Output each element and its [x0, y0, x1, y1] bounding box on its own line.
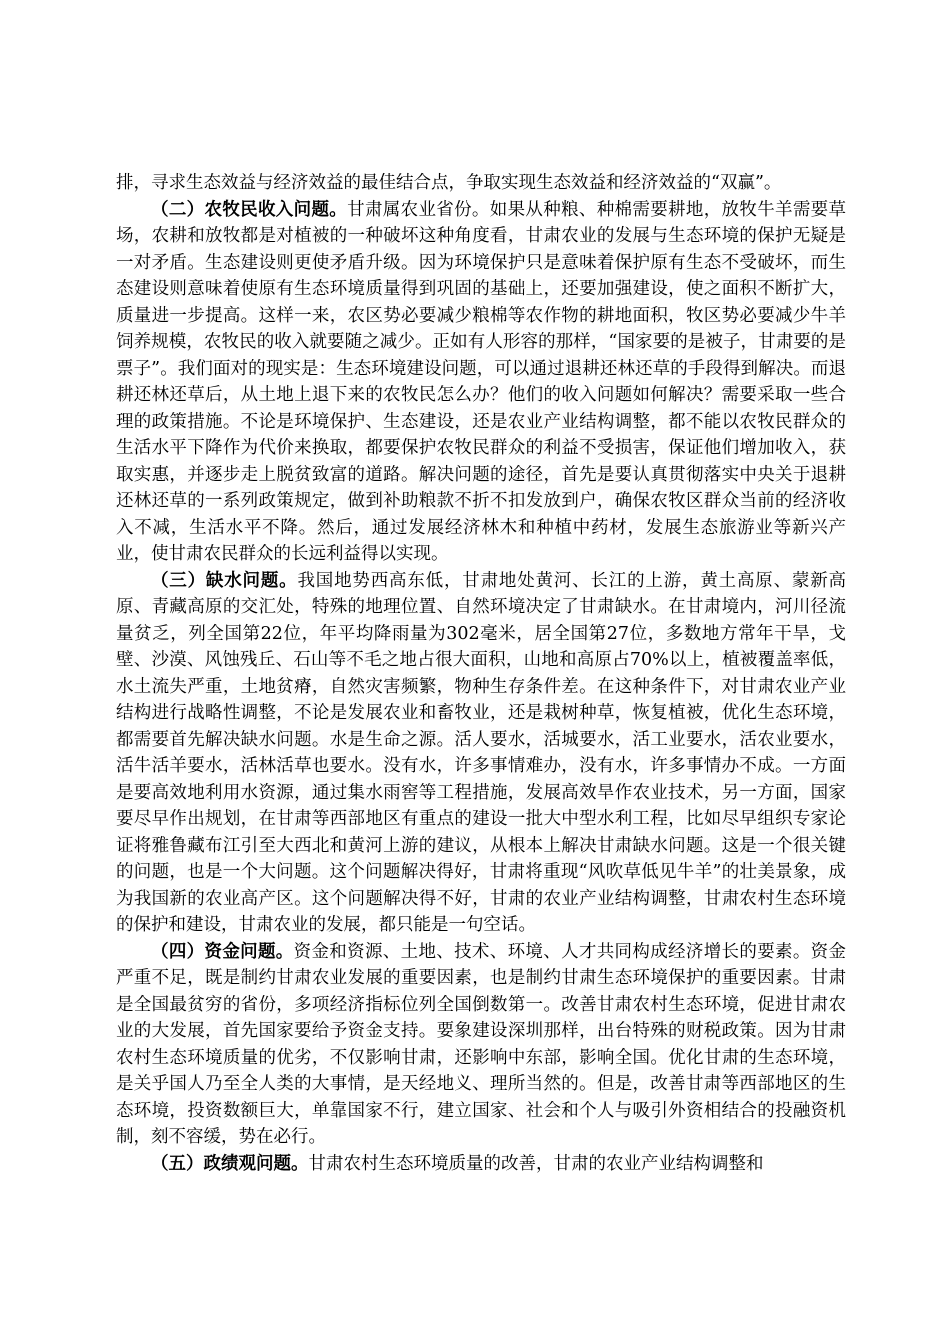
- paragraph-text: 排，寻求生态效益与经济效益的最佳结合点，争取实现生态效益和经济效益的“双赢”。: [116, 173, 782, 193]
- paragraph-water-shortage: [116, 568, 846, 939]
- paragraph-performance-view: [116, 1151, 846, 1178]
- paragraph-text: 我国地势西高东低，甘肃地处黄河、长江的上游，黄土高原、蒙新高原、青藏高原的交汇处，特殊的地理位置、自然环境决定了甘肃缺水。在甘肃境内，河川径流量贫乏，列全国第22位，年平均降雨量为302毫米，居全国第27位，多数地方常年干旱，戈壁、沙漠、风蚀残丘、石山等不毛之地占很大面积，山地和高原占70%以上，植被覆盖率低，水土流失严重，土地贫瘠，自然灾害频繁，物种生存条件差。在这种条件下，对甘肃农业产业结构进行战略性调整，不论是发展农业和畜牧业，还是栽树种草，恢复植被，优化生态环境，都需要首先解决缺水问题。水是生命之源。活人要水，活城要水，活工业要水，活农业要水，活牛活羊要水，活林活草也要水。没有水，许多事情难办，没有水，许多事情办不成。一方面是要高效地利用水资源，通过集水雨窖等工程措施，发展高效旱作农业技术，另一方面，国家要尽早作出规划，在甘肃等西部地区有重点的建设一批大中型水利工程，比如尽早组织专家论证将雅鲁藏布江引至大西北和黄河上游的建议，从根本上解决甘肃缺水问题。这是一个很关键的问题，也是一个大问题。这个问题解决得好，甘肃将重现“风吹草低见牛羊”的壮美景象，成为我国新的农业高产区。这个问题解决得不好，甘肃的农业产业结构调整，甘肃农村生态环境的保护和建设，甘肃农业的发展，都只能是一句空话。: [116, 570, 847, 935]
- paragraph-farmers-income: [116, 197, 846, 568]
- paragraph-text: 资金和资源、土地、技术、环境、人才共同构成经济增长的要素。资金严重不足，既是制约甘肃农业发展的重要因素，也是制约甘肃生态环境保护的重要因素。甘肃是全国最贫穷的省份，多项经济指标位列全国倒数第一。改善甘肃农村生态环境，促进甘肃农业的大发展，首先国家要给予资金支持。要象建设深圳那样，出台特殊的财税政策。因为甘肃农村生态环境质量的优劣，不仅影响甘肃，还影响中东部，影响全国。优化甘肃的生态环境，是关乎国人乃至全人类的大事情，是天经地义、理所当然的。但是，改善甘肃等西部地区的生态环境，投资数额巨大，单靠国家不行，建立国家、社会和个人与吸引外资相结合的投融资机制，刻不容缓，势在必行。: [116, 941, 847, 1147]
- section-heading: （三）缺水问题。: [151, 570, 298, 591]
- paragraph-text: 甘肃农村生态环境质量的改善，甘肃的农业产业结构调整和: [308, 1153, 764, 1174]
- paragraph-text: 甘肃属农业省份。如果从种粮、种棉需要耕地，放牧牛羊需要草场，农耕和放牧都是对植被的一种破坏这种角度看，甘肃农业的发展与生态环境的保护无疑是一对矛盾。生态建设则更使矛盾升级。因为环境保护只是意味着保护原有生态不受破坏，而生态建设则意味着使原有生态环境质量得到巩固的基础上，还要加强建设，使之面积不断扩大，质量进一步提高。这样一来，农区势必要减少粮棉等农作物的耕地面积，牧区势必要减少牛羊饲养规模，农牧民的收入就要随之减少。正如有人形容的那样，“国家要的是被子，甘肃要的是票子”。我们面对的现实是：生态环境建设问题，可以通过退耕还林还草的手段得到解决。而退耕还林还草后，从土地上退下来的农牧民怎么办？他们的收入问题如何解决？需要采取一些合理的政策措施。不论是环境保护、生态建设，还是农业产业结构调整，都不能以农牧民群众的生活水平下降作为代价来换取，都要保护农牧民群众的利益不受损害，保证他们增加收入，获取实惠，并逐步走上脱贫致富的道路。解决问题的途径，首先是要认真贯彻落实中央关于退耕还林还草的一系列政策规定，做到补助粮款不折不扣发放到户，确保农牧区群众当前的经济收入不减，生活水平不降。然后，通过发展经济林木和种植中药材，发展生态旅游业等新兴产业，使甘肃农民群众的长远利益得以实现。: [116, 199, 847, 564]
- section-heading: （四）资金问题。: [151, 941, 294, 962]
- document-page: [116, 170, 846, 1177]
- paragraph-continuation: [116, 170, 846, 197]
- paragraph-funding: [116, 939, 846, 1151]
- section-heading: （五）政绩观问题。: [151, 1153, 309, 1174]
- section-heading: （二）农牧民收入问题。: [151, 199, 348, 220]
